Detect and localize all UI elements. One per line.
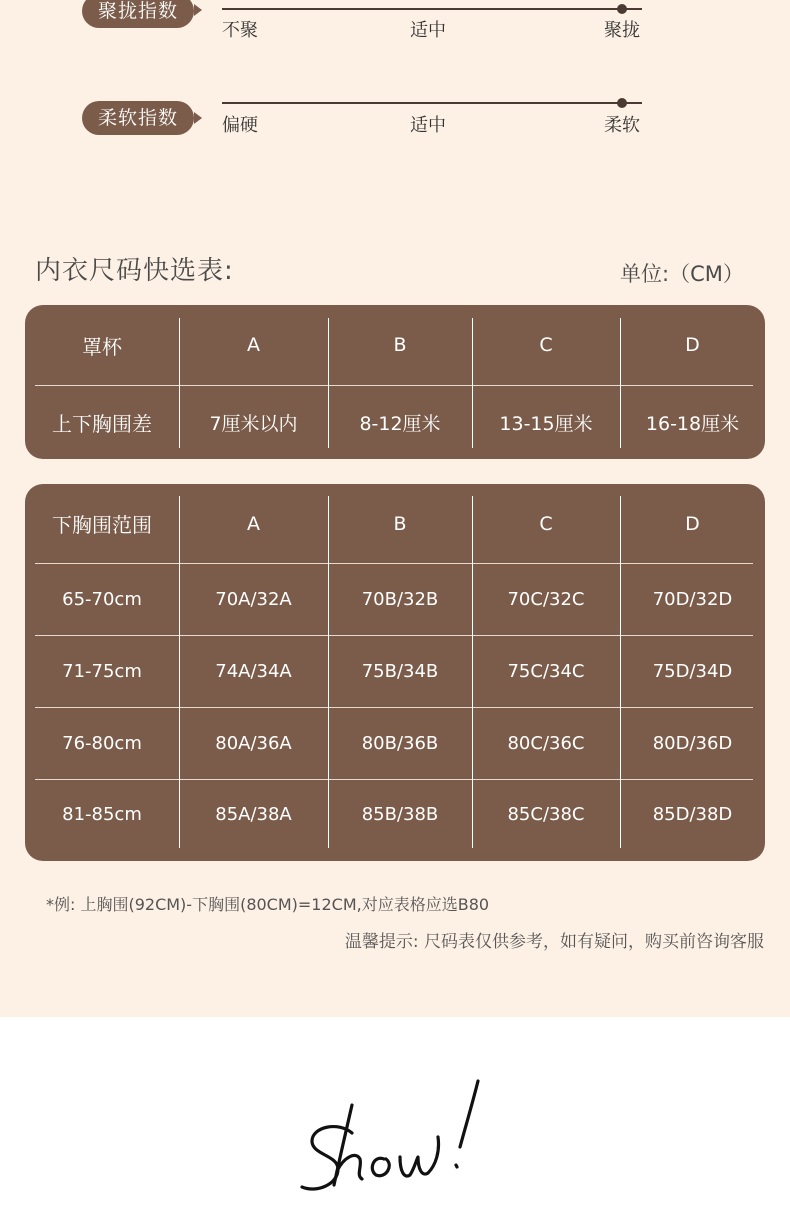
- size-chart-title: 内衣尺码快选表:: [35, 256, 234, 286]
- example-note: *例: 上胸围(92CM)-下胸围(80CM)=12CM,对应表格应选B80: [46, 895, 490, 914]
- size-header-b: B: [393, 512, 407, 535]
- size-cell: 75D/34D: [652, 660, 733, 682]
- softness-index-marker: [617, 98, 627, 108]
- size-cell: 80B/36B: [361, 732, 439, 754]
- size-cell: 70C/32C: [507, 588, 585, 610]
- pushup-index-row: [0, 0, 790, 60]
- size-row-range: 65-70cm: [62, 588, 142, 610]
- show-handwriting: [290, 1075, 510, 1215]
- pushup-label-mid: 适中: [410, 20, 446, 41]
- size-header-c: C: [539, 512, 553, 535]
- pushup-index-marker: [617, 4, 627, 14]
- size-row-range: 81-85cm: [62, 803, 142, 825]
- cup-table: [25, 305, 765, 459]
- cup-range-a: 7厘米以内: [209, 412, 298, 435]
- size-cell: 70B/32B: [361, 588, 439, 610]
- size-cell: 70D/32D: [652, 588, 733, 610]
- size-cell: 80D/36D: [652, 732, 733, 754]
- size-cell: 80A/36A: [215, 732, 292, 754]
- size-cell: 85A/38A: [215, 803, 292, 825]
- cup-range-b: 8-12厘米: [359, 412, 441, 435]
- cup-header-d: D: [685, 334, 700, 356]
- pushup-index-badge: 聚拢指数: [82, 0, 194, 28]
- cup-range-d: 16-18厘米: [645, 412, 740, 435]
- softness-index-scale: [222, 102, 642, 104]
- cup-row-label: 上下胸围差: [52, 411, 152, 436]
- pushup-label-high: 聚拢: [604, 20, 640, 41]
- size-cell: 85C/38C: [507, 803, 585, 825]
- size-cell: 85D/38D: [652, 803, 733, 825]
- size-cell: 74A/34A: [215, 660, 292, 682]
- softness-label-low: 偏硬: [222, 115, 258, 136]
- softness-index-badge: 柔软指数: [82, 101, 194, 135]
- cup-header-b: B: [393, 334, 407, 356]
- cup-range-c: 13-15厘米: [499, 412, 593, 435]
- size-table: [25, 484, 765, 861]
- unit-note: 单位:（CM）: [620, 262, 744, 286]
- size-cell: 80C/36C: [507, 732, 585, 754]
- arrow-right-icon: [194, 112, 202, 124]
- arrow-right-icon: [194, 4, 202, 16]
- size-cell: 75B/34B: [361, 660, 439, 682]
- size-row-range: 71-75cm: [62, 660, 142, 682]
- size-row-range: 76-80cm: [62, 732, 142, 754]
- softness-label-mid: 适中: [410, 115, 446, 136]
- size-header-d: D: [685, 512, 700, 535]
- pushup-index-scale: [222, 8, 642, 10]
- size-header-a: A: [247, 512, 260, 535]
- softness-label-high: 柔软: [604, 115, 640, 136]
- size-cell: 75C/34C: [507, 660, 585, 682]
- softness-index-row: [0, 96, 790, 156]
- tip-note: 温馨提示: 尺码表仅供参考，如有疑问，购买前咨询客服: [344, 932, 764, 952]
- cup-header-label: 罩杯: [82, 334, 122, 359]
- cup-header-a: A: [247, 334, 260, 356]
- cup-header-c: C: [539, 334, 553, 356]
- size-header-label: 下胸围范围: [52, 513, 152, 537]
- size-cell: 70A/32A: [215, 588, 292, 610]
- pushup-label-low: 不聚: [222, 20, 258, 41]
- size-cell: 85B/38B: [361, 803, 439, 825]
